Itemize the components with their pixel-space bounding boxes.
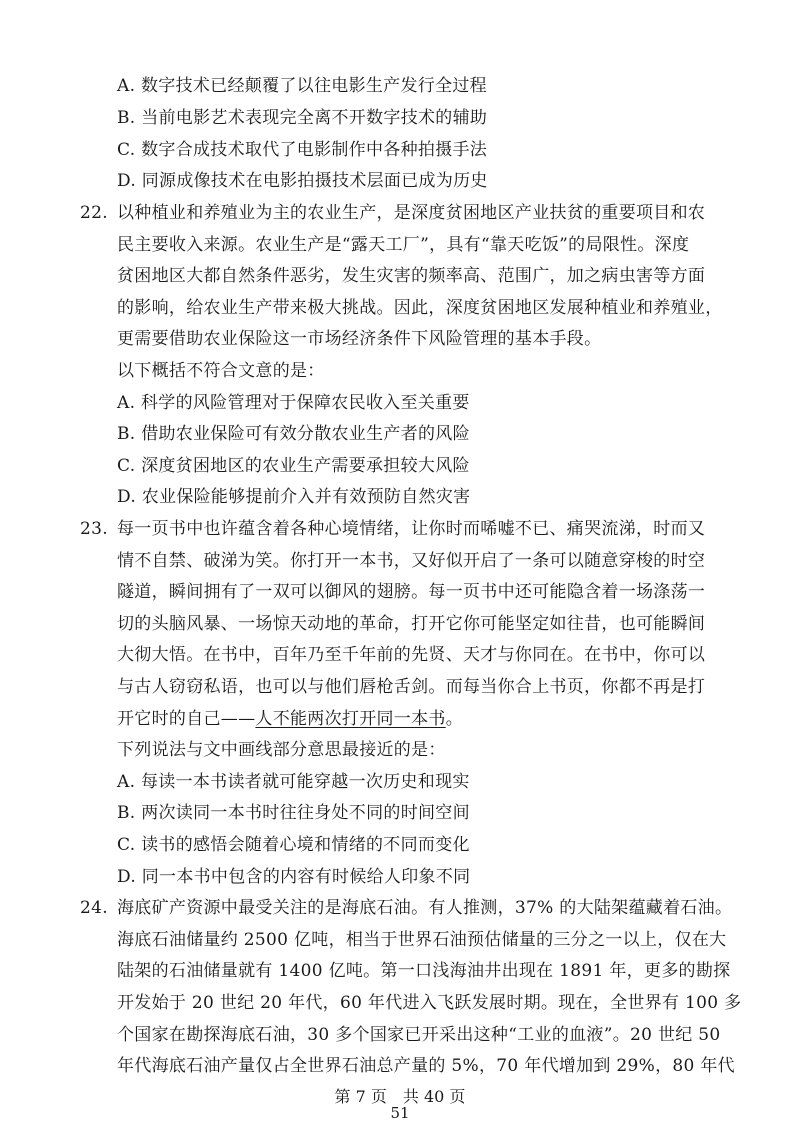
- q24-text-line: 海底石油储量约 2500 亿吨，相当于世界石油预估储量的三分之一以上，仅在大: [117, 930, 727, 950]
- q22-number: 22.: [80, 203, 108, 223]
- q22-text-line: 民主要收入来源。农业生产是“露天工厂”，具有“靠天吃饭”的局限性。深度: [117, 235, 690, 255]
- q23-text-line: 切的头脑风暴、一场惊天动地的革命，打开它你可能坚定如往昔，也可能瞬间: [117, 614, 706, 634]
- q23-text-line: 隧道，瞬间拥有了一双可以御风的翅膀。每一页书中还可能隐含着一场涤荡一: [117, 582, 706, 602]
- q24-text-line: 年代海底石油产量仅占全世界石油总产量的 5%，70 年代增加到 29%，80 年代: [117, 1056, 735, 1076]
- q22-option-a: A. 科学的风险管理对于保障农民收入至关重要: [117, 393, 470, 413]
- q21-option-c: C. 数字合成技术取代了电影制作中各种拍摄手法: [117, 140, 488, 160]
- q23-option-d: D. 同一本书中包含的内容有时候给人印象不同: [117, 867, 471, 887]
- q22-text-line: 更需要借助农业保险这一市场经济条件下风险管理的基本手段。: [117, 329, 602, 349]
- q23-text-line: 与古人窃窃私语，也可以与他们唇枪舌剑。而每当你合上书页，你都不再是打: [117, 677, 706, 697]
- q22-option-c: C. 深度贫困地区的农业生产需要承担较大风险: [117, 456, 470, 476]
- q23-option-c: C. 读书的感悟会随着心境和情绪的不同而变化: [117, 835, 470, 855]
- q23-text-line: 情不自禁、破涕为笑。你打开一本书，又好似开启了一条可以随意穿梭的时空: [117, 551, 706, 571]
- q22-text-line: 以种植业和养殖业为主的农业生产，是深度贫困地区产业扶贫的重要项目和农: [117, 203, 706, 223]
- q21-option-a: A. 数字技术已经颠覆了以往电影生产发行全过程: [117, 76, 487, 96]
- q23-number: 23.: [80, 519, 108, 539]
- q22-prompt: 以下概括不符合文意的是：: [117, 361, 325, 381]
- q21-option-b: B. 当前电影艺术表现完全离不开数字技术的辅助: [117, 108, 488, 128]
- q22-option-b: B. 借助农业保险可有效分散农业生产者的风险: [117, 424, 470, 444]
- page-number: 51: [390, 1104, 410, 1122]
- q23-text-line: 每一页书中也许蕴含着各种心境情绪，让你时而唏嘘不已、痛哭流涕，时而又: [117, 519, 706, 539]
- q22-text-line: 的影响，给农业生产带来极大挑战。因此，深度贫困地区发展种植业和养殖业，: [117, 298, 723, 318]
- q24-number: 24.: [80, 898, 108, 918]
- q24-text-line: 个国家在勘探海底石油，30 多个国家已开采出这种“工业的血液”。20 世纪 50: [117, 1025, 721, 1045]
- q24-first-line: [80, 897, 732, 919]
- q23-prompt: 下列说法与文中画线部分意思最接近的是：: [117, 740, 446, 760]
- q22-first-line: [80, 202, 705, 224]
- page-label: 第 7 页 共 40 页: [334, 1087, 466, 1106]
- q23-text-line: 大彻大悟。在书中，百年乃至千年前的先贤、天才与你同在。在书中，你可以: [117, 645, 706, 665]
- q23-option-b: B. 两次读同一本书时往往身处不同的时间空间: [117, 803, 470, 823]
- q24-text-line: 陆架的石油储量就有 1400 亿吨。第一口浅海油井出现在 1891 年，更多的勘探: [117, 961, 731, 981]
- q23-last-line: [117, 708, 463, 730]
- q24-text-line: 开发始于 20 世纪 20 年代，60 年代进入飞跃发展时期。现在，全世界有 100 多: [117, 993, 742, 1013]
- q23-last-line-prefix: 开它时的自己——: [117, 709, 256, 729]
- q23-last-line-suffix: 。: [445, 709, 464, 729]
- q21-option-d: D. 同源成像技术在电影拍摄技术层面已成为历史: [117, 171, 488, 191]
- q23-option-a: A. 每读一本书读者就可能穿越一次历史和现实: [117, 772, 470, 792]
- q23-first-line: [80, 518, 705, 540]
- q22-option-d: D. 农业保险能够提前介入并有效预防自然灾害: [117, 487, 471, 507]
- q24-text-line: 海底矿产资源中最受关注的是海底石油。有人推测，37% 的大陆架蕴藏着石油。: [117, 898, 733, 918]
- q23-underlined-phrase: 人不能两次打开同一本书: [255, 709, 446, 729]
- q22-text-line: 贫困地区大都自然条件恶劣，发生灾害的频率高、范围广，加之病虫害等方面: [117, 266, 706, 286]
